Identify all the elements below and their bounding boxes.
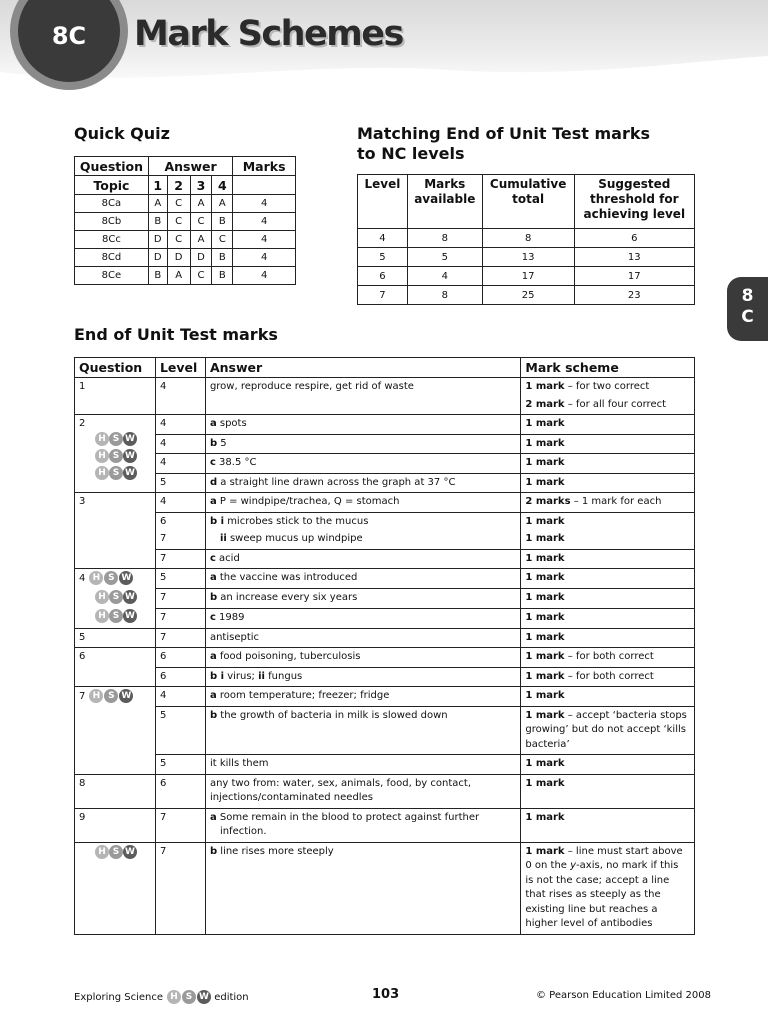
eut-level: 5 [155, 569, 205, 589]
end-of-unit-table [74, 357, 695, 935]
eut-answer [205, 473, 520, 493]
table-row [75, 687, 695, 707]
eut-question: 8 [75, 774, 156, 808]
quiz-marks: 4 [233, 231, 296, 249]
matching-header-level [358, 175, 408, 229]
hsw-w: W [119, 689, 133, 703]
table-row [75, 378, 695, 415]
quiz-answer: D [148, 231, 167, 249]
table-row [358, 229, 695, 248]
quiz-answer: A [212, 195, 233, 213]
match-marks: 4 [407, 267, 482, 286]
eut-answer [205, 687, 520, 707]
match-level: 7 [358, 286, 408, 305]
table-row [75, 808, 695, 842]
match-level: 6 [358, 267, 408, 286]
match-threshold: 23 [574, 286, 694, 305]
eut-mark: 1 mark [521, 588, 695, 608]
eut-question: 9 [75, 808, 156, 842]
quiz-answer: B [148, 213, 167, 231]
quiz-answer: C [167, 213, 190, 231]
question-with-hsw [79, 689, 151, 705]
eut-answer: it kills them [205, 755, 520, 775]
part-label: b i [209, 670, 225, 682]
match-cumulative: 17 [482, 267, 574, 286]
quiz-answer: C [190, 213, 212, 231]
mark-text: – for both correct [564, 651, 654, 662]
match-cumulative: 8 [482, 229, 574, 248]
part-label: ii [219, 533, 227, 544]
eut-answer [205, 415, 520, 435]
eut-header-level: Level [155, 358, 205, 378]
hsw-icon [95, 449, 151, 466]
match-threshold: 13 [574, 248, 694, 267]
table-row [75, 415, 695, 435]
matching-table [357, 174, 695, 305]
eut-level: 5 [155, 755, 205, 775]
hsw-h: H [89, 689, 103, 703]
part-label: b [209, 437, 218, 449]
quiz-answer: B [212, 213, 233, 231]
eut-question: 3 [75, 493, 156, 569]
table-row [75, 493, 695, 513]
mark-bold: 1 mark [525, 381, 565, 392]
table-row [75, 774, 695, 808]
quiz-topic: 8Cd [75, 249, 149, 267]
eut-mark [521, 512, 695, 549]
part-label: d [209, 476, 218, 488]
eut-level: 7 [155, 588, 205, 608]
mark-line [525, 398, 690, 413]
mark-text: – for all four correct [564, 398, 667, 410]
part-label: a [209, 418, 217, 429]
eut-mark: 1 mark [521, 473, 695, 493]
eut-mark: 1 mark [521, 454, 695, 474]
eut-answer [205, 808, 520, 842]
answer-text: 38.5 °C [215, 457, 257, 468]
match-cumulative: 25 [482, 286, 574, 305]
answer-text: acid [215, 552, 240, 564]
eut-answer [205, 493, 520, 513]
mark-text: – for two correct [564, 381, 650, 392]
matching-heading [357, 124, 650, 164]
match-level: 4 [358, 229, 408, 248]
eut-mark: 1 mark [521, 687, 695, 707]
eut-mark: 1 mark [521, 415, 695, 435]
header-line: available [414, 192, 476, 206]
eut-level: 4 [155, 434, 205, 454]
answer-text: room temperature; freezer; fridge [216, 690, 390, 701]
answer-text: the growth of bacteria in milk is slowed down [217, 709, 448, 721]
eut-mark [521, 648, 695, 668]
question-with-hsw [79, 571, 151, 587]
quiz-answer: B [212, 267, 233, 285]
quiz-answer: D [148, 249, 167, 267]
part-label: a [209, 572, 217, 583]
match-marks: 5 [407, 248, 482, 267]
page-title: Mark Schemes [134, 14, 403, 54]
matching-header-marks [407, 175, 482, 229]
quiz-topic: 8Ca [75, 195, 149, 213]
quiz-answer: D [167, 249, 190, 267]
answer-text: microbes stick to the mucus [224, 515, 369, 527]
quiz-topic: 8Cb [75, 213, 149, 231]
header-line: achieving level [583, 207, 686, 221]
mark-bold: 1 mark [525, 670, 565, 682]
eut-question [75, 569, 156, 629]
quiz-answer: A [167, 267, 190, 285]
quick-quiz-table [74, 156, 296, 285]
quiz-answer: B [212, 249, 233, 267]
hsw-icon [95, 845, 151, 862]
mark-bold: 2 mark [525, 398, 565, 410]
part-label: c [209, 457, 216, 468]
hsw-icon [95, 466, 151, 483]
match-level: 5 [358, 248, 408, 267]
question-number: 7 [79, 691, 86, 702]
quiz-answer: C [167, 195, 190, 213]
mark-italic: y [570, 860, 577, 871]
mark-bold: 1 mark [525, 709, 565, 721]
quiz-topic: 8Ce [75, 267, 149, 285]
mark-text: – 1 mark for each [570, 496, 662, 507]
hsw-w: W [123, 609, 137, 623]
footer-left [74, 990, 249, 1004]
eut-answer [205, 842, 520, 934]
answer-line [210, 825, 516, 840]
hsw-h: H [89, 571, 103, 585]
table-row [358, 286, 695, 305]
eut-question: 5 [75, 628, 156, 648]
quiz-header-num: 2 [167, 176, 190, 195]
eut-header-answer: Answer [205, 358, 520, 378]
answer-text: the vaccine was introduced [216, 572, 358, 583]
table-row [75, 608, 695, 628]
hsw-w: W [197, 990, 211, 1004]
eut-question: 6 [75, 648, 156, 687]
part-label: b i [209, 515, 225, 527]
quiz-answer: A [148, 195, 167, 213]
part-label: a [209, 690, 217, 701]
quiz-header-num: 4 [212, 176, 233, 195]
eut-level [155, 512, 205, 549]
quiz-marks: 4 [233, 249, 296, 267]
matching-header-threshold [574, 175, 694, 229]
eut-answer [205, 667, 520, 687]
hsw-w: W [123, 845, 137, 859]
mark-bold: 2 marks [525, 496, 571, 507]
mark-bold: 1 mark [525, 651, 565, 662]
eut-question [75, 842, 156, 934]
answer-text: Some remain in the blood to protect against further [216, 811, 480, 823]
hsw-h: H [167, 990, 181, 1004]
eut-answer [205, 454, 520, 474]
answer-text: spots [216, 418, 247, 429]
hsw-s: S [109, 609, 123, 623]
eut-level: 4 [155, 687, 205, 707]
part-label: b [209, 845, 218, 857]
mark-text: – for both correct [564, 670, 654, 682]
table-row [75, 213, 296, 231]
eut-mark: 1 mark [521, 549, 695, 569]
header-line: Suggested [598, 177, 671, 191]
side-tab-line1: 8 [741, 286, 754, 306]
answer-text: fungus [264, 670, 303, 682]
mark-line: 1 mark [525, 533, 565, 544]
hsw-h: H [95, 590, 109, 604]
quiz-header-answer: Answer [148, 157, 232, 176]
eut-mark [521, 667, 695, 687]
footer-copyright: © Pearson Education Limited 2008 [536, 990, 711, 1001]
eut-level: 7 [155, 842, 205, 934]
eut-mark [521, 706, 695, 755]
quiz-marks: 4 [233, 195, 296, 213]
match-threshold: 6 [574, 229, 694, 248]
table-row [75, 648, 695, 668]
eut-answer: antiseptic [205, 628, 520, 648]
eut-level: 6 [155, 667, 205, 687]
eut-mark [521, 842, 695, 934]
matching-header-cumulative [482, 175, 574, 229]
hsw-s: S [104, 571, 118, 585]
quiz-answer: A [190, 195, 212, 213]
eut-answer: any two from: water, sex, animals, food, by contact, injections/contaminated needles [205, 774, 520, 808]
answer-text: 1989 [215, 611, 245, 623]
part-label: a [209, 496, 217, 507]
table-row [358, 267, 695, 286]
mark-bold: 1 mark [525, 845, 565, 857]
table-row [75, 755, 695, 775]
mark-text: -axis, no mark if this is not the case; accept a line that rises as steeply as the existing line but reaches a higher level of antibodies [525, 860, 679, 929]
table-row [75, 434, 695, 454]
eut-mark: 1 mark [521, 808, 695, 842]
table-row [75, 512, 695, 549]
eut-level: 5 [155, 473, 205, 493]
quiz-header-question: Question [75, 157, 149, 176]
quiz-header-num: 3 [190, 176, 212, 195]
quiz-answer: C [212, 231, 233, 249]
match-marks: 8 [407, 229, 482, 248]
quiz-header-blank [233, 176, 296, 195]
answer-line [210, 811, 516, 826]
eut-answer [205, 648, 520, 668]
hsw-s: S [109, 449, 123, 463]
hsw-w: W [123, 466, 137, 480]
part-label: b [209, 591, 218, 603]
eut-level: 5 [155, 706, 205, 755]
eut-answer: grow, reproduce respire, get rid of waste [205, 378, 520, 415]
page-header [0, 0, 768, 92]
mark-text: – line must start above 0 on the [525, 845, 683, 871]
hsw-s: S [104, 689, 118, 703]
answer-text: line rises more steeply [217, 845, 334, 857]
answer-text: food poisoning, tuberculosis [216, 651, 361, 662]
quiz-header-num: 1 [148, 176, 167, 195]
table-row [75, 454, 695, 474]
table-row [75, 473, 695, 493]
footer-edition: edition [214, 992, 249, 1003]
eut-level: 4 [155, 454, 205, 474]
hsw-s: S [109, 845, 123, 859]
hsw-icon [167, 990, 211, 1004]
quiz-marks: 4 [233, 267, 296, 285]
hsw-s: S [109, 432, 123, 446]
eut-mark: 1 mark [521, 755, 695, 775]
eut-answer [205, 549, 520, 569]
eut-level: 7 [155, 549, 205, 569]
answer-text: infection. [219, 826, 267, 837]
quiz-topic: 8Cc [75, 231, 149, 249]
quick-quiz-heading: Quick Quiz [74, 124, 170, 143]
answer-text: P = windpipe/trachea, Q = stomach [216, 496, 400, 507]
eut-question [75, 687, 156, 775]
match-marks: 8 [407, 286, 482, 305]
eut-mark: 1 mark [521, 434, 695, 454]
hsw-icon [95, 590, 151, 607]
eut-header-question: Question [75, 358, 156, 378]
table-row [75, 231, 296, 249]
page-number: 103 [372, 987, 400, 1002]
part-label: a [209, 811, 217, 823]
hsw-s: S [109, 590, 123, 604]
quiz-marks: 4 [233, 213, 296, 231]
eut-level: 7 [155, 608, 205, 628]
mark-line: 1 mark [525, 515, 565, 527]
part-label: c [209, 552, 216, 564]
answer-text: virus; [224, 670, 259, 682]
eut-level: 6 [155, 774, 205, 808]
table-row [75, 628, 695, 648]
hsw-w: W [123, 449, 137, 463]
answer-text: a straight line drawn across the graph at 37 °C [217, 476, 456, 488]
side-tab-line2: C [741, 307, 754, 327]
mark-line [525, 380, 690, 395]
footer-series: Exploring Science [74, 992, 163, 1003]
matching-heading-line2: to NC levels [357, 144, 465, 163]
match-cumulative: 13 [482, 248, 574, 267]
hsw-w: W [123, 432, 137, 446]
quiz-answer: D [190, 249, 212, 267]
table-row [75, 249, 296, 267]
eut-mark [521, 378, 695, 415]
hsw-w: W [123, 590, 137, 604]
hsw-s: S [109, 466, 123, 480]
table-row [75, 842, 695, 934]
unit-code: 8C [51, 22, 87, 50]
table-row [75, 667, 695, 687]
table-row [75, 706, 695, 755]
eut-level: 4 [155, 493, 205, 513]
header-line: total [512, 192, 545, 206]
eut-mark: 1 mark [521, 774, 695, 808]
level-line: 7 [159, 533, 167, 544]
eut-mark: 1 mark [521, 628, 695, 648]
part-label: ii [258, 670, 265, 682]
hsw-s: S [182, 990, 196, 1004]
answer-line [210, 515, 516, 530]
hsw-icon [95, 432, 151, 449]
quiz-answer: B [148, 267, 167, 285]
end-of-unit-heading: End of Unit Test marks [74, 325, 278, 344]
table-row [75, 588, 695, 608]
eut-level: 4 [155, 415, 205, 435]
header-line: Marks [424, 177, 466, 191]
mark-text: – accept ‘bacteria stops growing’ but do not accept ‘kills bacteria’ [525, 709, 687, 750]
header-line: Cumulative [489, 177, 567, 191]
answer-text: 5 [217, 437, 227, 449]
eut-answer [205, 608, 520, 628]
eut-level: 7 [155, 628, 205, 648]
hsw-h: H [95, 845, 109, 859]
hsw-h: H [95, 609, 109, 623]
eut-answer [205, 512, 520, 549]
matching-heading-line1: Matching End of Unit Test marks [357, 124, 650, 143]
part-label: c [209, 611, 216, 623]
eut-header-mark-scheme: Mark scheme [521, 358, 695, 378]
quiz-answer: A [190, 231, 212, 249]
hsw-h: H [95, 432, 109, 446]
eut-mark [521, 493, 695, 513]
eut-answer [205, 569, 520, 589]
eut-question: 1 [75, 378, 156, 415]
matching-header-level-text: Level [364, 177, 401, 191]
eut-answer [205, 706, 520, 755]
quiz-answer: C [190, 267, 212, 285]
hsw-icon [95, 609, 151, 626]
hsw-icon [89, 689, 133, 703]
answer-line [210, 532, 516, 547]
eut-question [75, 415, 156, 493]
eut-level: 4 [155, 378, 205, 415]
level-line: 6 [159, 515, 167, 527]
quiz-header-marks: Marks [233, 157, 296, 176]
table-row [75, 195, 296, 213]
hsw-h: H [95, 466, 109, 480]
eut-level: 6 [155, 648, 205, 668]
table-row [358, 248, 695, 267]
eut-mark: 1 mark [521, 608, 695, 628]
quiz-answer: C [167, 231, 190, 249]
question-number: 4 [79, 573, 86, 584]
unit-side-tab [727, 277, 768, 341]
answer-text: an increase every six years [217, 591, 358, 603]
quiz-header-topic: Topic [75, 176, 149, 195]
table-row [75, 569, 695, 589]
question-number: 2 [79, 418, 86, 429]
table-row [75, 549, 695, 569]
eut-answer [205, 588, 520, 608]
part-label: a [209, 651, 217, 662]
part-label: b [209, 709, 218, 721]
answer-text: sweep mucus up windpipe [226, 533, 363, 544]
eut-level: 7 [155, 808, 205, 842]
table-row [75, 267, 296, 285]
eut-answer [205, 434, 520, 454]
hsw-h: H [95, 449, 109, 463]
match-threshold: 17 [574, 267, 694, 286]
eut-mark: 1 mark [521, 569, 695, 589]
hsw-icon [89, 571, 133, 585]
header-line: threshold for [590, 192, 679, 206]
hsw-w: W [119, 571, 133, 585]
